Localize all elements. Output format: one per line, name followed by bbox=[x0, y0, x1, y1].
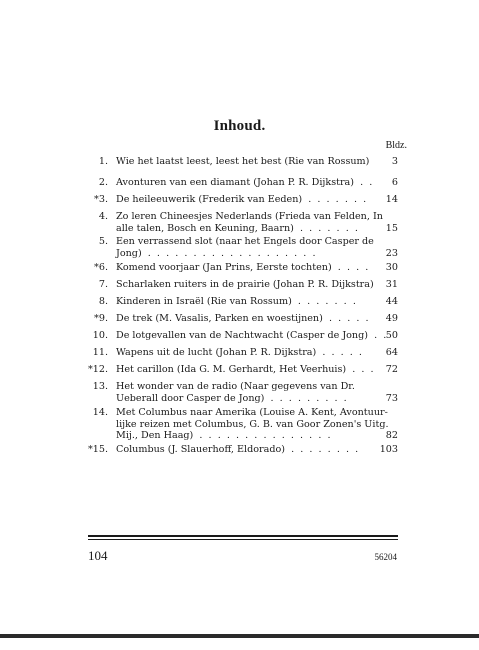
toc-entry bbox=[84, 262, 398, 274]
page-column-label: Bldz. bbox=[385, 140, 407, 151]
toc-entry-number: 2. bbox=[98, 177, 108, 188]
toc-entry-line: De heileeuwerik (Frederik van Eeden) . . . . . . . bbox=[116, 194, 367, 205]
toc-entry-title bbox=[116, 211, 383, 234]
toc-entry-page: 73 bbox=[385, 392, 398, 404]
toc-entry-number: *9. bbox=[94, 313, 108, 324]
toc-entry-page: 103 bbox=[379, 444, 398, 455]
toc-entry-page: 44 bbox=[385, 296, 398, 307]
toc-entry-title bbox=[116, 262, 374, 274]
toc-entry-line: Het carillon (Ida G. M. Gerhardt, Het Veerhuis) . . . bbox=[116, 364, 374, 375]
toc-entry bbox=[84, 279, 398, 291]
toc-entry bbox=[84, 407, 398, 442]
toc-entry-number: 10. bbox=[92, 330, 108, 341]
toc-entry-line: De lotgevallen van de Nachtwacht (Casper de Jong) . . bbox=[116, 330, 387, 341]
toc-entry-line: Zo leren Chineesjes Nederlands (Frieda van Felden, In bbox=[116, 211, 383, 222]
toc-entry-page: 15 bbox=[385, 222, 398, 234]
toc-entry-line: Scharlaken ruiters in de prairie (Johan P. R. Dijkstra) bbox=[116, 279, 374, 290]
toc-entry bbox=[84, 177, 398, 189]
toc-entry bbox=[84, 444, 398, 456]
toc-entry bbox=[84, 347, 398, 359]
toc-entry-line: Komend voorjaar (Jan Prins, Eerste tochten) . . . . bbox=[116, 262, 369, 273]
toc-entry-line: Wie het laatst leest, leest het best (Rie van Rossum) bbox=[116, 156, 370, 167]
toc-entry-page: 49 bbox=[385, 313, 398, 324]
page-title bbox=[0, 118, 479, 135]
toc-entry-number: 14. bbox=[92, 407, 108, 418]
toc-entry-title bbox=[116, 330, 387, 342]
toc-entry-page: 31 bbox=[385, 279, 398, 290]
toc-entry-number: *3. bbox=[94, 194, 108, 205]
toc-entry-number: 5. bbox=[98, 236, 108, 247]
toc-entry-line: Ueberall door Casper de Jong) . . . . . . . . . bbox=[116, 392, 347, 404]
toc-entry-title bbox=[116, 296, 374, 308]
toc-entry bbox=[84, 156, 398, 168]
toc-entry-title bbox=[116, 347, 374, 359]
toc-entry-line: lijke reizen met Columbus, G. B. van Goor Zonen's Uitg. bbox=[116, 418, 389, 430]
toc-entry-page: 82 bbox=[385, 430, 398, 441]
toc-entry-line: alle talen, Bosch en Keuning, Baarn) . . . . . . . bbox=[116, 222, 358, 234]
toc-entry-title bbox=[116, 156, 374, 168]
toc-entry-page: 30 bbox=[385, 262, 398, 273]
toc-entry-line: Avonturen van een diamant (Johan P. R. Dijkstra) . . bbox=[116, 177, 373, 188]
toc-entry-title bbox=[116, 364, 374, 376]
toc-entry-number: 11. bbox=[92, 347, 108, 358]
toc-entry-line: Mij., Den Haag) . . . . . . . . . . . . . . . bbox=[116, 430, 331, 441]
toc-entry bbox=[84, 330, 398, 342]
toc-entry-line: Het wonder van de radio (Naar gegevens van Dr. bbox=[116, 381, 355, 392]
toc-entry-title bbox=[116, 236, 374, 259]
toc-entry bbox=[84, 236, 398, 259]
toc-entry-number: 7. bbox=[98, 279, 108, 290]
toc-entry-title bbox=[116, 177, 374, 189]
toc-entry bbox=[84, 296, 398, 308]
toc-entry-page: 23 bbox=[385, 247, 398, 259]
title-suffix: . bbox=[261, 118, 266, 134]
toc-entry-number: 4. bbox=[98, 211, 108, 222]
page-bottom-edge bbox=[0, 634, 479, 638]
toc-entry-title bbox=[116, 381, 374, 404]
print-code: 56204 bbox=[374, 552, 397, 562]
toc-entry-line: Een verrassend slot (naar het Engels door Casper de bbox=[116, 236, 374, 247]
toc-entry-page: 50 bbox=[385, 330, 398, 341]
toc-entry-page: 64 bbox=[385, 347, 398, 358]
toc-entry-page: 6 bbox=[391, 177, 398, 188]
toc-entry-page: 72 bbox=[385, 364, 398, 375]
toc-entry-line: Wapens uit de lucht (Johan P. R. Dijkstra) . . . . . bbox=[116, 347, 362, 358]
toc-entry bbox=[84, 194, 398, 206]
page-number: 104 bbox=[88, 548, 108, 563]
toc-entry-line: Columbus (J. Slauerhoff, Eldorado) . . . . . . . . bbox=[116, 444, 359, 455]
toc-entry-line: Jong) . . . . . . . . . . . . . . . . . . . bbox=[116, 247, 316, 259]
toc-entry bbox=[84, 381, 398, 404]
toc-entry-number: 8. bbox=[98, 296, 108, 307]
toc-entry-title bbox=[116, 407, 389, 442]
toc-entry-page: 3 bbox=[391, 156, 398, 167]
toc-entry-number: *15. bbox=[87, 444, 108, 455]
title-text: Inhoud bbox=[213, 118, 262, 134]
toc-entry-line: Met Columbus naar Amerika (Louise A. Kent, Avontuur- bbox=[116, 407, 388, 418]
toc-entry-title bbox=[116, 444, 374, 456]
toc-entry-line: De trek (M. Vasalis, Parken en woestijnen) . . . . . bbox=[116, 313, 369, 324]
toc-entry-number: 13. bbox=[92, 381, 108, 392]
toc-entry bbox=[84, 313, 398, 325]
footer-rule-thin bbox=[88, 539, 398, 540]
footer-rule-thick bbox=[88, 535, 398, 537]
toc-entry bbox=[84, 364, 398, 376]
toc-entry-title bbox=[116, 313, 374, 325]
toc-entry-title bbox=[116, 279, 374, 291]
toc-entry-page: 14 bbox=[385, 194, 398, 205]
toc-entry-line: Kinderen in Israël (Rie van Rossum) . . . . . . . bbox=[116, 296, 356, 307]
toc-entry-number: *12. bbox=[87, 364, 108, 375]
toc-entry-title bbox=[116, 194, 374, 206]
toc-entry-number: 1. bbox=[98, 156, 108, 167]
toc-entry bbox=[84, 211, 398, 234]
toc-entry-number: *6. bbox=[94, 262, 108, 273]
